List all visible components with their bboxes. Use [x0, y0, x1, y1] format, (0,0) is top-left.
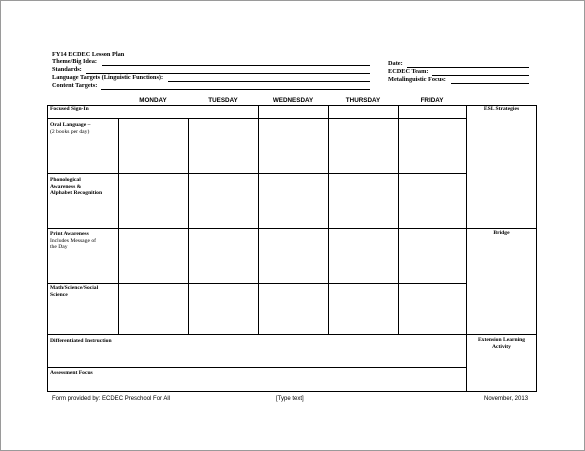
date-label: Date: [388, 60, 403, 67]
language-targets-label: Language Targets (Linguistic Functions): [52, 74, 164, 81]
language-targets-field[interactable] [168, 81, 370, 82]
form-title: FY14 ECDEC Lesson Plan [52, 51, 125, 58]
side-label-esl: ESL Strategies [483, 106, 520, 112]
row-label-oral-language [50, 122, 90, 135]
row-label-assessment: Assessment Focus [50, 370, 93, 376]
side-row-line [466, 334, 537, 335]
theme-label: Theme/Big Idea: [52, 58, 97, 65]
grid-divider [398, 105, 399, 334]
metalinguistic-label: Metalinguistic Focus: [388, 76, 446, 83]
footer-date: November, 2013 [484, 396, 529, 402]
standards-label: Standards: [52, 66, 82, 73]
grid-divider [118, 118, 119, 334]
day-header-friday: FRIDAY [420, 97, 444, 104]
metalinguistic-field[interactable] [451, 83, 529, 84]
footer-type-text[interactable]: [Type text] [276, 396, 304, 402]
row-label-focused-sign-in: Focused Sign-In [50, 106, 89, 112]
day-header-tuesday: TUESDAY [208, 97, 238, 104]
side-label-extension: Extension Learning Activity [477, 337, 526, 350]
row-label-math-science: Math/Science/Social Science [50, 285, 99, 298]
print-awareness-title: Print Awareness [50, 231, 89, 237]
oral-language-sub: (2 books per day) [50, 128, 90, 135]
day-header-wednesday: WEDNESDAY [272, 97, 314, 104]
grid-divider [188, 118, 189, 334]
theme-field[interactable] [102, 65, 370, 66]
grid-row-line [47, 118, 466, 119]
grid-divider [328, 105, 329, 334]
grid-divider [258, 105, 259, 334]
day-header-monday: MONDAY [139, 97, 167, 104]
content-targets-field[interactable] [101, 89, 370, 90]
team-field[interactable] [432, 75, 529, 76]
grid-row-line [47, 367, 466, 368]
side-row-line [466, 228, 537, 229]
grid-row-line [47, 334, 466, 335]
grid-row-line [47, 283, 466, 284]
row-label-print-awareness [50, 231, 96, 251]
print-awareness-sub: Includes Message of the Day [50, 237, 96, 251]
row-label-phonological: Phonological Awareness & Alphabet Recognition [50, 177, 103, 197]
content-targets-label: Content Targets: [52, 82, 98, 89]
row-label-differentiated: Differentiated Instruction [50, 338, 112, 344]
grid-row-line [47, 173, 466, 174]
lesson-grid [47, 105, 537, 392]
grid-row-line [47, 228, 466, 229]
team-label: ECDEC Team: [388, 68, 429, 75]
oral-language-title: Oral Language – [50, 122, 91, 128]
day-header-thursday: THURSDAY [345, 97, 381, 104]
footer-provided-by: Form provided by: ECDEC Preschool For All [52, 396, 171, 402]
side-label-bridge: Bridge [493, 230, 510, 236]
